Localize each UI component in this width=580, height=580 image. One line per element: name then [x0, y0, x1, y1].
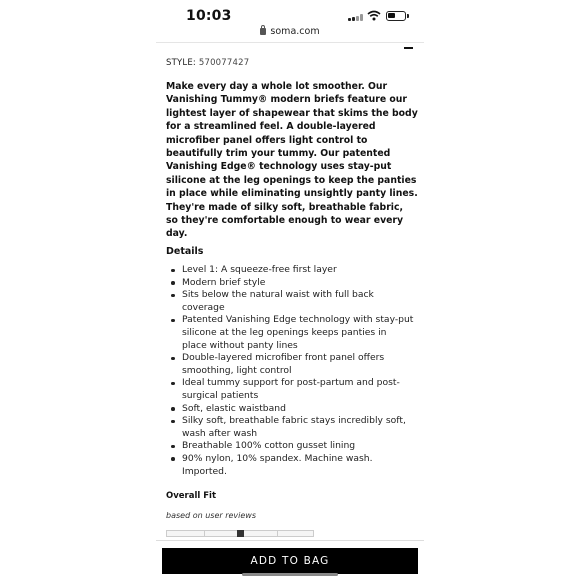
fit-marker [237, 530, 244, 537]
list-item: Modern brief style [166, 277, 414, 290]
list-item: Breathable 100% cotton gusset lining [166, 440, 414, 453]
details-heading: Details [166, 246, 204, 257]
list-item: Silky soft, breathable fabric stays incredibly soft, wash after wash [166, 415, 414, 440]
list-item: Ideal tummy support for post-partum and post-surgical patients [166, 377, 414, 402]
url-text: soma.com [270, 26, 320, 37]
header-divider [156, 42, 424, 43]
wifi-icon [367, 10, 381, 21]
lock-icon [260, 28, 266, 35]
add-to-bag-button[interactable]: ADD TO BAG [162, 548, 418, 574]
phone-screen [156, 0, 424, 580]
collapse-icon[interactable] [404, 47, 413, 49]
style-label: STYLE: [166, 58, 196, 68]
fit-scale-divider [277, 531, 278, 536]
list-item: Soft, elastic waistband [166, 403, 414, 416]
product-description: Make every day a whole lot smoother. Our Vanishing Tummy® modern briefs feature our lightest layer of shapewear that skims the body for a streamlined feel. A double-layered microfiber panel offers light control to beautifully trim your tummy. Our patented Vanishing Edge® technology uses stay-put silicone at the leg openings to keep the panties in place while eliminating unsightly panty lines. They're made of silky soft, breathable fabric, so they're comfortable enough to wear every day. [166, 81, 418, 240]
list-item: Double-layered microfiber front panel offers smoothing, light control [166, 352, 414, 377]
overall-fit-subtitle: based on user reviews [166, 511, 256, 520]
status-bar [156, 0, 424, 26]
list-item: Sits below the natural waist with full back coverage [166, 289, 414, 314]
product-info [166, 58, 416, 241]
details-list [166, 264, 414, 478]
bottom-divider [156, 540, 424, 541]
list-item: Patented Vanishing Edge technology with stay-put silicone at the leg openings keeps panties in place without panty lines [166, 314, 414, 352]
style-number: 570077427 [198, 58, 250, 68]
list-item: Level 1: A squeeze-free first layer [166, 264, 414, 277]
fit-scale-divider [204, 531, 205, 536]
status-time: 10:03 [186, 8, 232, 24]
cellular-signal-icon [348, 14, 364, 21]
fit-scale [166, 530, 314, 537]
address-bar[interactable] [156, 26, 424, 40]
home-indicator [242, 573, 338, 576]
overall-fit-heading: Overall Fit [166, 491, 217, 501]
style-line [166, 58, 416, 68]
list-item: 90% nylon, 10% spandex. Machine wash. Imported. [166, 453, 414, 478]
battery-icon [386, 11, 406, 21]
